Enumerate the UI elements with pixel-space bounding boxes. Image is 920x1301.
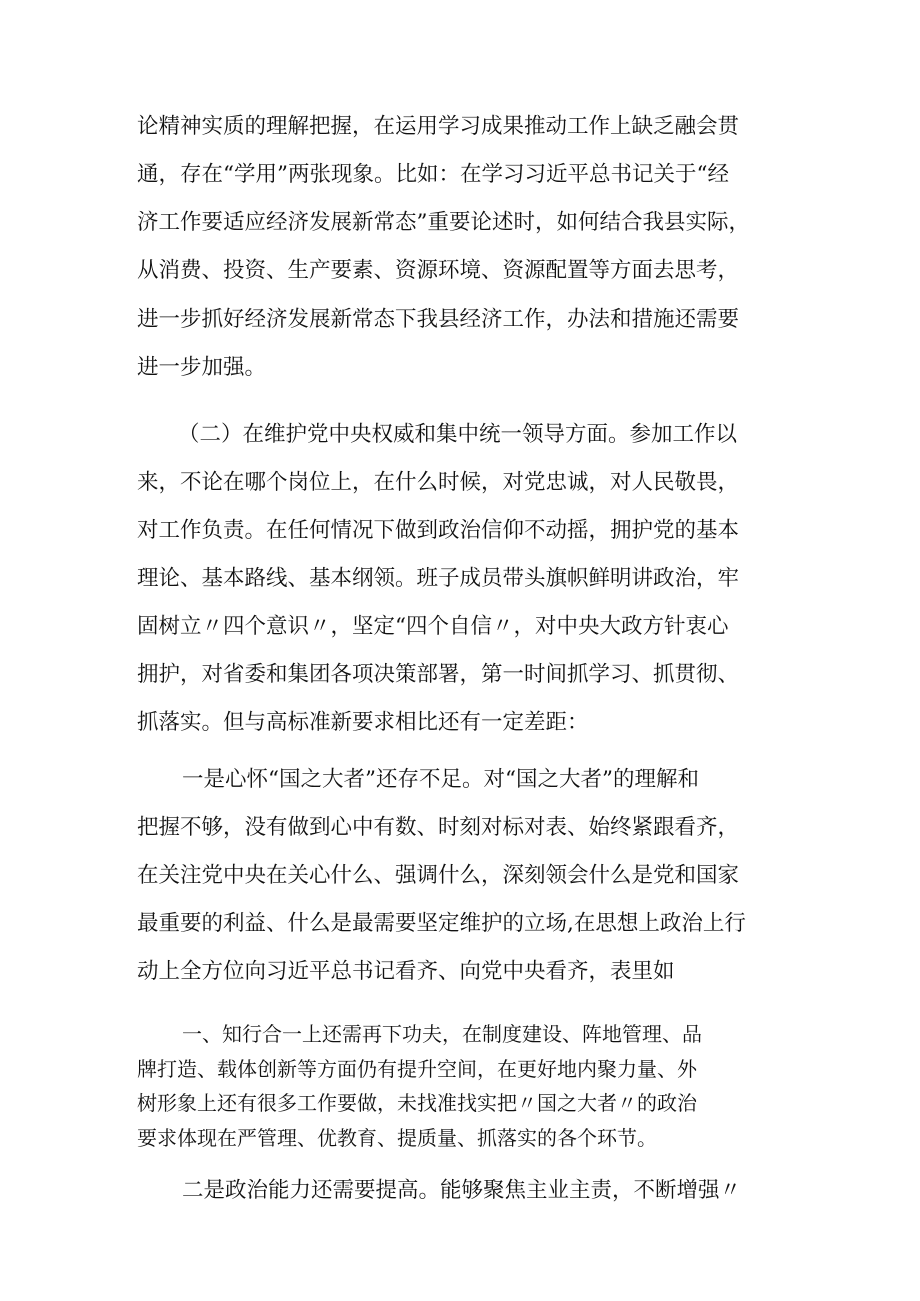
paragraph-4-line-3: 树形象上还有很多工作要做，未找准找实把〃国之大者〃的政治 [137, 1091, 697, 1115]
paragraph-1-line-1: 论精神实质的理解把握，在运用学习成果推动工作上缺乏融会贯 [137, 114, 740, 139]
paragraph-2-line-2: 来，不论在哪个岗位上，在什么时候，对党忠诚，对人民敬畏， [137, 470, 740, 495]
paragraph-4-line-2: 牌打造、载体创新等方面仍有提升空间，在更好地内聚力量、外 [137, 1057, 697, 1081]
paragraph-3-line-2: 把握不够，没有做到心中有数、时刻对标对表、始终紧跟看齐， [137, 815, 740, 840]
paragraph-1-line-4: 从消费、投资、生产要素、资源环境、资源配置等方面去思考， [137, 258, 740, 283]
paragraph-2-line-5: 固树立〃四个意识〃，坚定“四个自信〃，对中央大政方针衷心 [137, 614, 729, 639]
paragraph-5-line-1: 二是政治能力还需要提高。能够聚焦主业主责，不断增强〃 [182, 1178, 742, 1203]
paragraph-1-line-2: 通，存在“学用”两张现象。比如：在学习习近平总书记关于“经 [137, 162, 729, 187]
paragraph-1-line-3: 济工作要适应经济发展新常态”重要论述时，如何结合我县实际， [137, 210, 750, 235]
paragraph-3-line-1: 一是心怀“国之大者”还存不足。对“国之大者”的理解和 [182, 767, 699, 792]
paragraph-2-line-3: 对工作负责。在任何情况下做到政治信仰不动摇，拥护党的基本 [137, 518, 740, 543]
paragraph-1-line-5: 进一步抓好经济发展新常态下我县经济工作，办法和措施还需要 [137, 307, 740, 332]
paragraph-2-line-7: 抓落实。但与高标准新要求相比还有一定差距： [137, 710, 589, 735]
paragraph-4-line-1: 一、知行合一上还需再下功夫，在制度建设、阵地管理、品 [182, 1022, 702, 1046]
paragraph-2-line-4: 理论、基本路线、基本纲领。班子成员带头旗帜鲜明讲政治，牢 [137, 566, 740, 591]
paragraph-2-line-6: 拥护，对省委和集团各项决策部署，第一时间抓学习、抓贯彻、 [137, 662, 740, 687]
paragraph-4-line-4: 要求体现在严管理、优教育、提质量、抓落实的各个环节。 [137, 1126, 657, 1150]
paragraph-3-line-3: 在关注党中央在关心什么、强调什么，深刻领会什么是党和国家 [137, 863, 740, 888]
paragraph-2-line-1: （二）在维护党中央权威和集中统一领导方面。参加工作以 [178, 422, 738, 447]
paragraph-1-line-6: 进一步加强。 [137, 355, 267, 380]
paragraph-3-line-5: 动上全方位向习近平总书记看齐、向党中央看齐，表里如 [137, 959, 675, 984]
paragraph-3-line-4: 最重要的利益、什么是最需要坚定维护的立场,在思想上政治上行 [137, 911, 746, 936]
